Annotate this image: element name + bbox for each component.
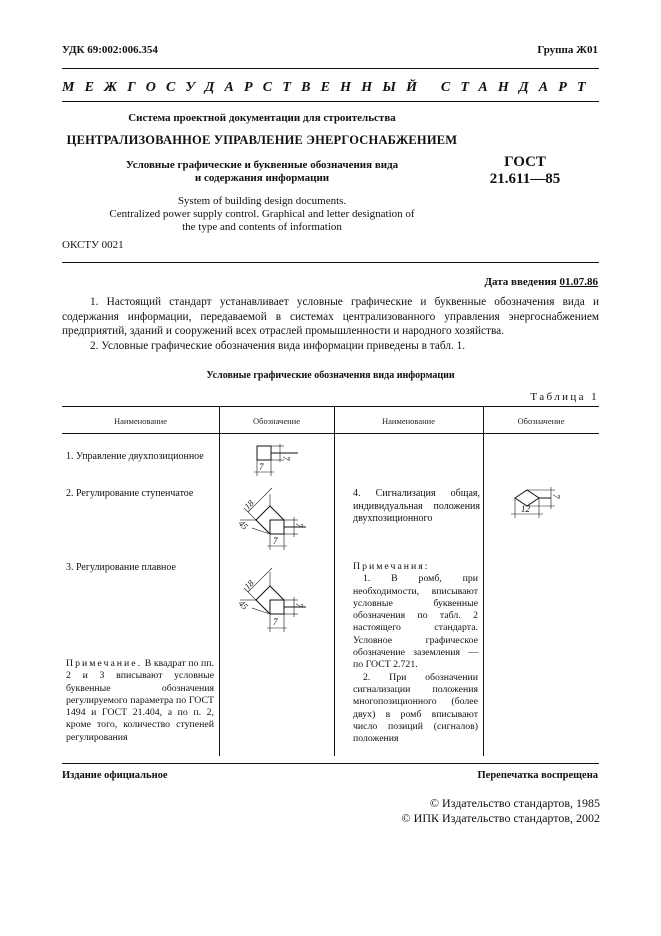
col-header-symbol-1: Обозначение [253, 416, 300, 426]
copyright-1: © Издательство стандартов, 1985 [429, 796, 600, 810]
svg-text:7: 7 [273, 536, 278, 546]
gost-designation [470, 154, 580, 188]
title-block-rule [62, 262, 599, 263]
effective-date-label: Дата введения [484, 276, 557, 288]
row-2-name: 2. Регулирование ступенчатое [66, 488, 194, 499]
header-rule-top [62, 68, 599, 69]
col-header-name-1: Наименование [114, 416, 167, 426]
table-divider-3 [483, 406, 484, 756]
english-title-line-2: Centralized power supply control. Graphical and letter designation of [109, 208, 415, 220]
table-divider-1 [219, 406, 220, 756]
main-title: ЦЕНТРАЛИЗОВАННОЕ УПРАВЛЕНИЕ ЭНЕРГОСНАБЖЕНИЕМ [66, 133, 458, 147]
svg-text:7: 7 [294, 603, 304, 608]
copyright-block [330, 796, 600, 826]
note-left [66, 658, 214, 744]
table-label: Таблица 1 [530, 391, 599, 403]
english-title [62, 195, 462, 234]
copyright-2: © ИПК Издательство стандартов, 2002 [401, 811, 600, 825]
gost-label: ГОСТ [504, 154, 546, 170]
effective-date [484, 276, 598, 288]
paragraph-2: 2. Условные графические обозначения вида информации приведены в табл. 1. [90, 340, 466, 352]
header-rule-bottom [62, 101, 599, 102]
row-3-name: 3. Регулирование плавное [66, 562, 176, 573]
table-title: Условные графические обозначения вида информации [206, 370, 455, 381]
effective-date-value: 01.07.86 [559, 276, 598, 288]
group-code: Группа Ж01 [537, 44, 598, 56]
subtitle [62, 159, 462, 185]
paragraph-1: 1. Настоящий стандарт устанавливает условные графические и буквенные обозначения вида и содержания информации, передаваемой в системах централизованного управления энергоснабжением предприятий, зданий и сооружений всех отраслей промышленности и народного хозяйства. [62, 296, 599, 337]
continuous-regulation-symbol [228, 566, 318, 636]
udk-code: УДК 69:002:006.354 [62, 44, 158, 56]
row-1-name: 1. Управление двухпозиционное [66, 451, 204, 462]
col-header-symbol-2: Обозначение [517, 416, 565, 426]
note-left-label: Примечание. [66, 658, 143, 669]
svg-text:7: 7 [294, 523, 304, 528]
row-4-name: 4. Сигнализация общая, индивидуальная положения двухпозиционного [353, 488, 480, 524]
stepped-regulation-symbol [228, 490, 318, 555]
signalling-rhombus-symbol [505, 484, 575, 524]
notes-right [353, 561, 478, 745]
svg-text:45: 45 [236, 598, 251, 612]
official-edition: Издание официальное [62, 770, 168, 781]
svg-text:7: 7 [259, 462, 264, 472]
two-position-control-symbol [240, 440, 310, 480]
note-right-1: 1. В ромб, при необходимости, вписывают условные буквенные обозначения по табл. 2 настоящего стандарта. Условное графическое обозначение заземления — по ГОСТ 2.721. [353, 573, 478, 671]
footer-rule [62, 763, 599, 764]
notes-right-label: Примечания: [353, 561, 430, 572]
dim-12: 12 [521, 504, 530, 514]
svg-text:7: 7 [551, 494, 561, 499]
interstate-standard-heading: МЕЖГОСУДАРСТВЕННЫЙ СТАНДАРТ [62, 80, 596, 95]
reprint-prohibited: Перепечатка воспрещена [477, 770, 598, 781]
subtitle-line-1: Условные графические и буквенные обозначения вида [125, 159, 399, 171]
english-title-line-3: the type and contents of information [182, 221, 342, 233]
dim-18: 18 [242, 497, 256, 512]
note-right-2: 2. При обозначении сигнализации положения многопозиционного (более двух) в ромб вписывают число позиций (сигналов) положения [353, 671, 478, 745]
note-left-text: В квадрат по пп. 2 и 3 вписывают условные буквенные обозначения регулируемого параметра по ГОСТ 1494 и ГОСТ 21.404, а по п. 2, кроме того, количество ступеней регулирования [66, 658, 214, 743]
table-divider-2 [334, 406, 335, 756]
gost-number: 21.611—85 [489, 171, 561, 187]
svg-text:7: 7 [281, 456, 291, 461]
english-title-line-1: System of building design documents. [177, 195, 347, 207]
svg-text:18: 18 [242, 577, 256, 592]
table-header-rule [62, 433, 599, 434]
col-header-name-2: Наименование [382, 416, 435, 426]
system-title: Система проектной документации для строительства [128, 112, 396, 124]
okstu-code: ОКСТУ 0021 [62, 239, 124, 251]
subtitle-line-2: и содержания информации [194, 172, 330, 184]
svg-text:7: 7 [273, 617, 278, 627]
table-top-rule [62, 406, 599, 407]
svg-text:45: 45 [236, 518, 251, 532]
